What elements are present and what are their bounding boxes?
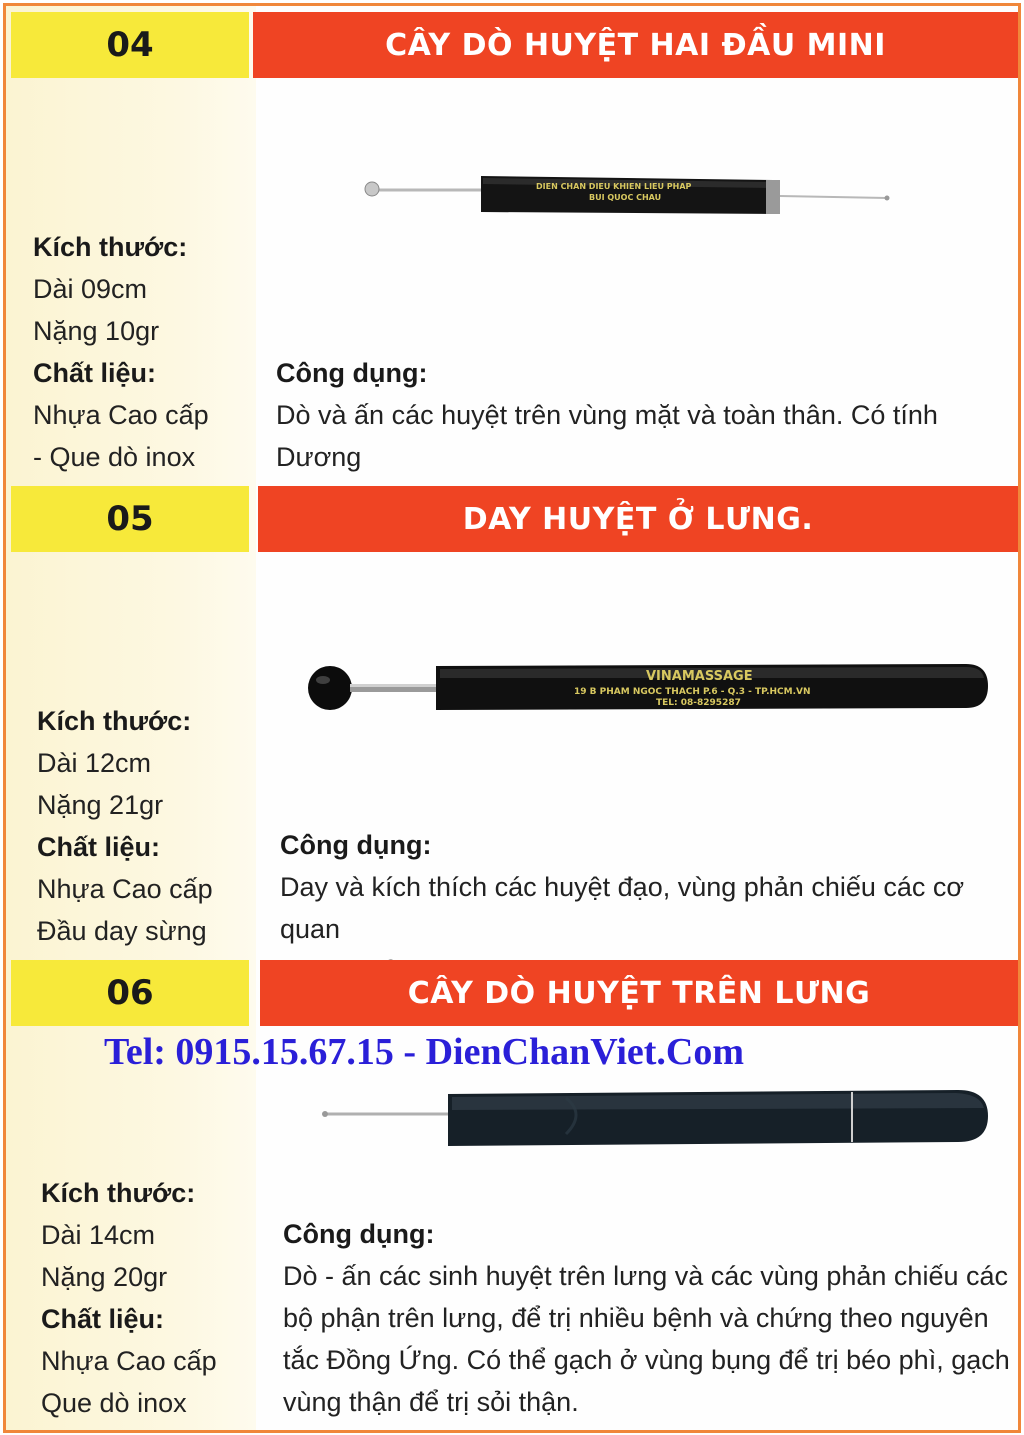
product-image-ball-massager — [306, 656, 996, 716]
product-title: DAY HUYỆT Ở LƯNG. — [258, 486, 1018, 552]
probe-imprint-line2: BUI QUOC CHAU — [589, 193, 662, 202]
usage-line-2: bộ phận trên lưng, để trị nhiều bệnh và chứng theo nguyên — [283, 1303, 989, 1333]
product-image-double-probe — [361, 166, 901, 226]
material-label: Chất liệu: — [41, 1304, 165, 1334]
material-label: Chất liệu: — [37, 832, 161, 862]
size-weight: Nặng 21gr — [37, 790, 164, 820]
material-line-1: Nhựa Cao cấp — [41, 1346, 217, 1376]
material-line-1: Nhựa Cao cấp — [37, 874, 213, 904]
usage-label: Công dụng: — [283, 1219, 435, 1249]
usage-line-1: Dò và ấn các huyệt trên vùng mặt và toàn thân. Có tính Dương — [276, 400, 938, 472]
product-specs — [41, 1172, 217, 1424]
material-line-1: Nhựa Cao cấp — [33, 400, 209, 430]
massager-imprint-line1: VINAMASSAGE — [646, 669, 753, 684]
product-usage — [283, 1213, 1010, 1423]
product-title: CÂY DÒ HUYỆT HAI ĐẦU MINI — [253, 12, 1018, 78]
massager-imprint-line3: TEL: 08-8295287 — [656, 698, 741, 708]
size-label: Kích thước: — [33, 232, 188, 262]
size-length: Dài 14cm — [41, 1220, 156, 1250]
usage-line-4: vùng thận để trị sỏi thận. — [283, 1387, 579, 1417]
size-length: Dài 12cm — [37, 748, 152, 778]
probe-imprint-line1: DIEN CHAN DIEU KHIEN LIEU PHAP — [536, 182, 692, 191]
usage-line-1: Dò - ấn các sinh huyệt trên lưng và các vùng phản chiếu các — [283, 1261, 1008, 1291]
product-number: 04 — [11, 12, 249, 78]
material-label: Chất liệu: — [33, 358, 157, 388]
product-title: CÂY DÒ HUYỆT TRÊN LƯNG — [260, 960, 1018, 1026]
size-label: Kích thước: — [37, 706, 192, 736]
catalog-page — [3, 3, 1021, 1433]
material-line-2: - Que dò inox — [33, 442, 196, 472]
material-line-2: Que dò inox — [41, 1388, 187, 1418]
size-label: Kích thước: — [41, 1178, 196, 1208]
product-number: 05 — [11, 486, 249, 552]
usage-label: Công dụng: — [280, 830, 432, 860]
usage-line-1: Day và kích thích các huyệt đạo, vùng phản chiếu các cơ quan — [280, 872, 965, 944]
product-specs — [33, 226, 209, 478]
product-specs — [37, 700, 213, 952]
usage-label: Công dụng: — [276, 358, 428, 388]
contact-banner: Tel: 0915.15.67.15 - DienChanViet.Com — [104, 1031, 745, 1073]
product-image-back-probe — [316, 1084, 996, 1154]
material-line-2: Đầu day sừng — [37, 916, 207, 946]
product-number: 06 — [11, 960, 249, 1026]
size-weight: Nặng 20gr — [41, 1262, 168, 1292]
massager-imprint-line2: 19 B PHAM NGOC THACH P.6 - Q.3 - TP.HCM.VN — [574, 687, 811, 697]
size-weight: Nặng 10gr — [33, 316, 160, 346]
size-length: Dài 09cm — [33, 274, 148, 304]
usage-line-3: tắc Đồng Ứng. Có thể gạch ở vùng bụng để trị béo phì, gạch — [283, 1345, 1010, 1375]
